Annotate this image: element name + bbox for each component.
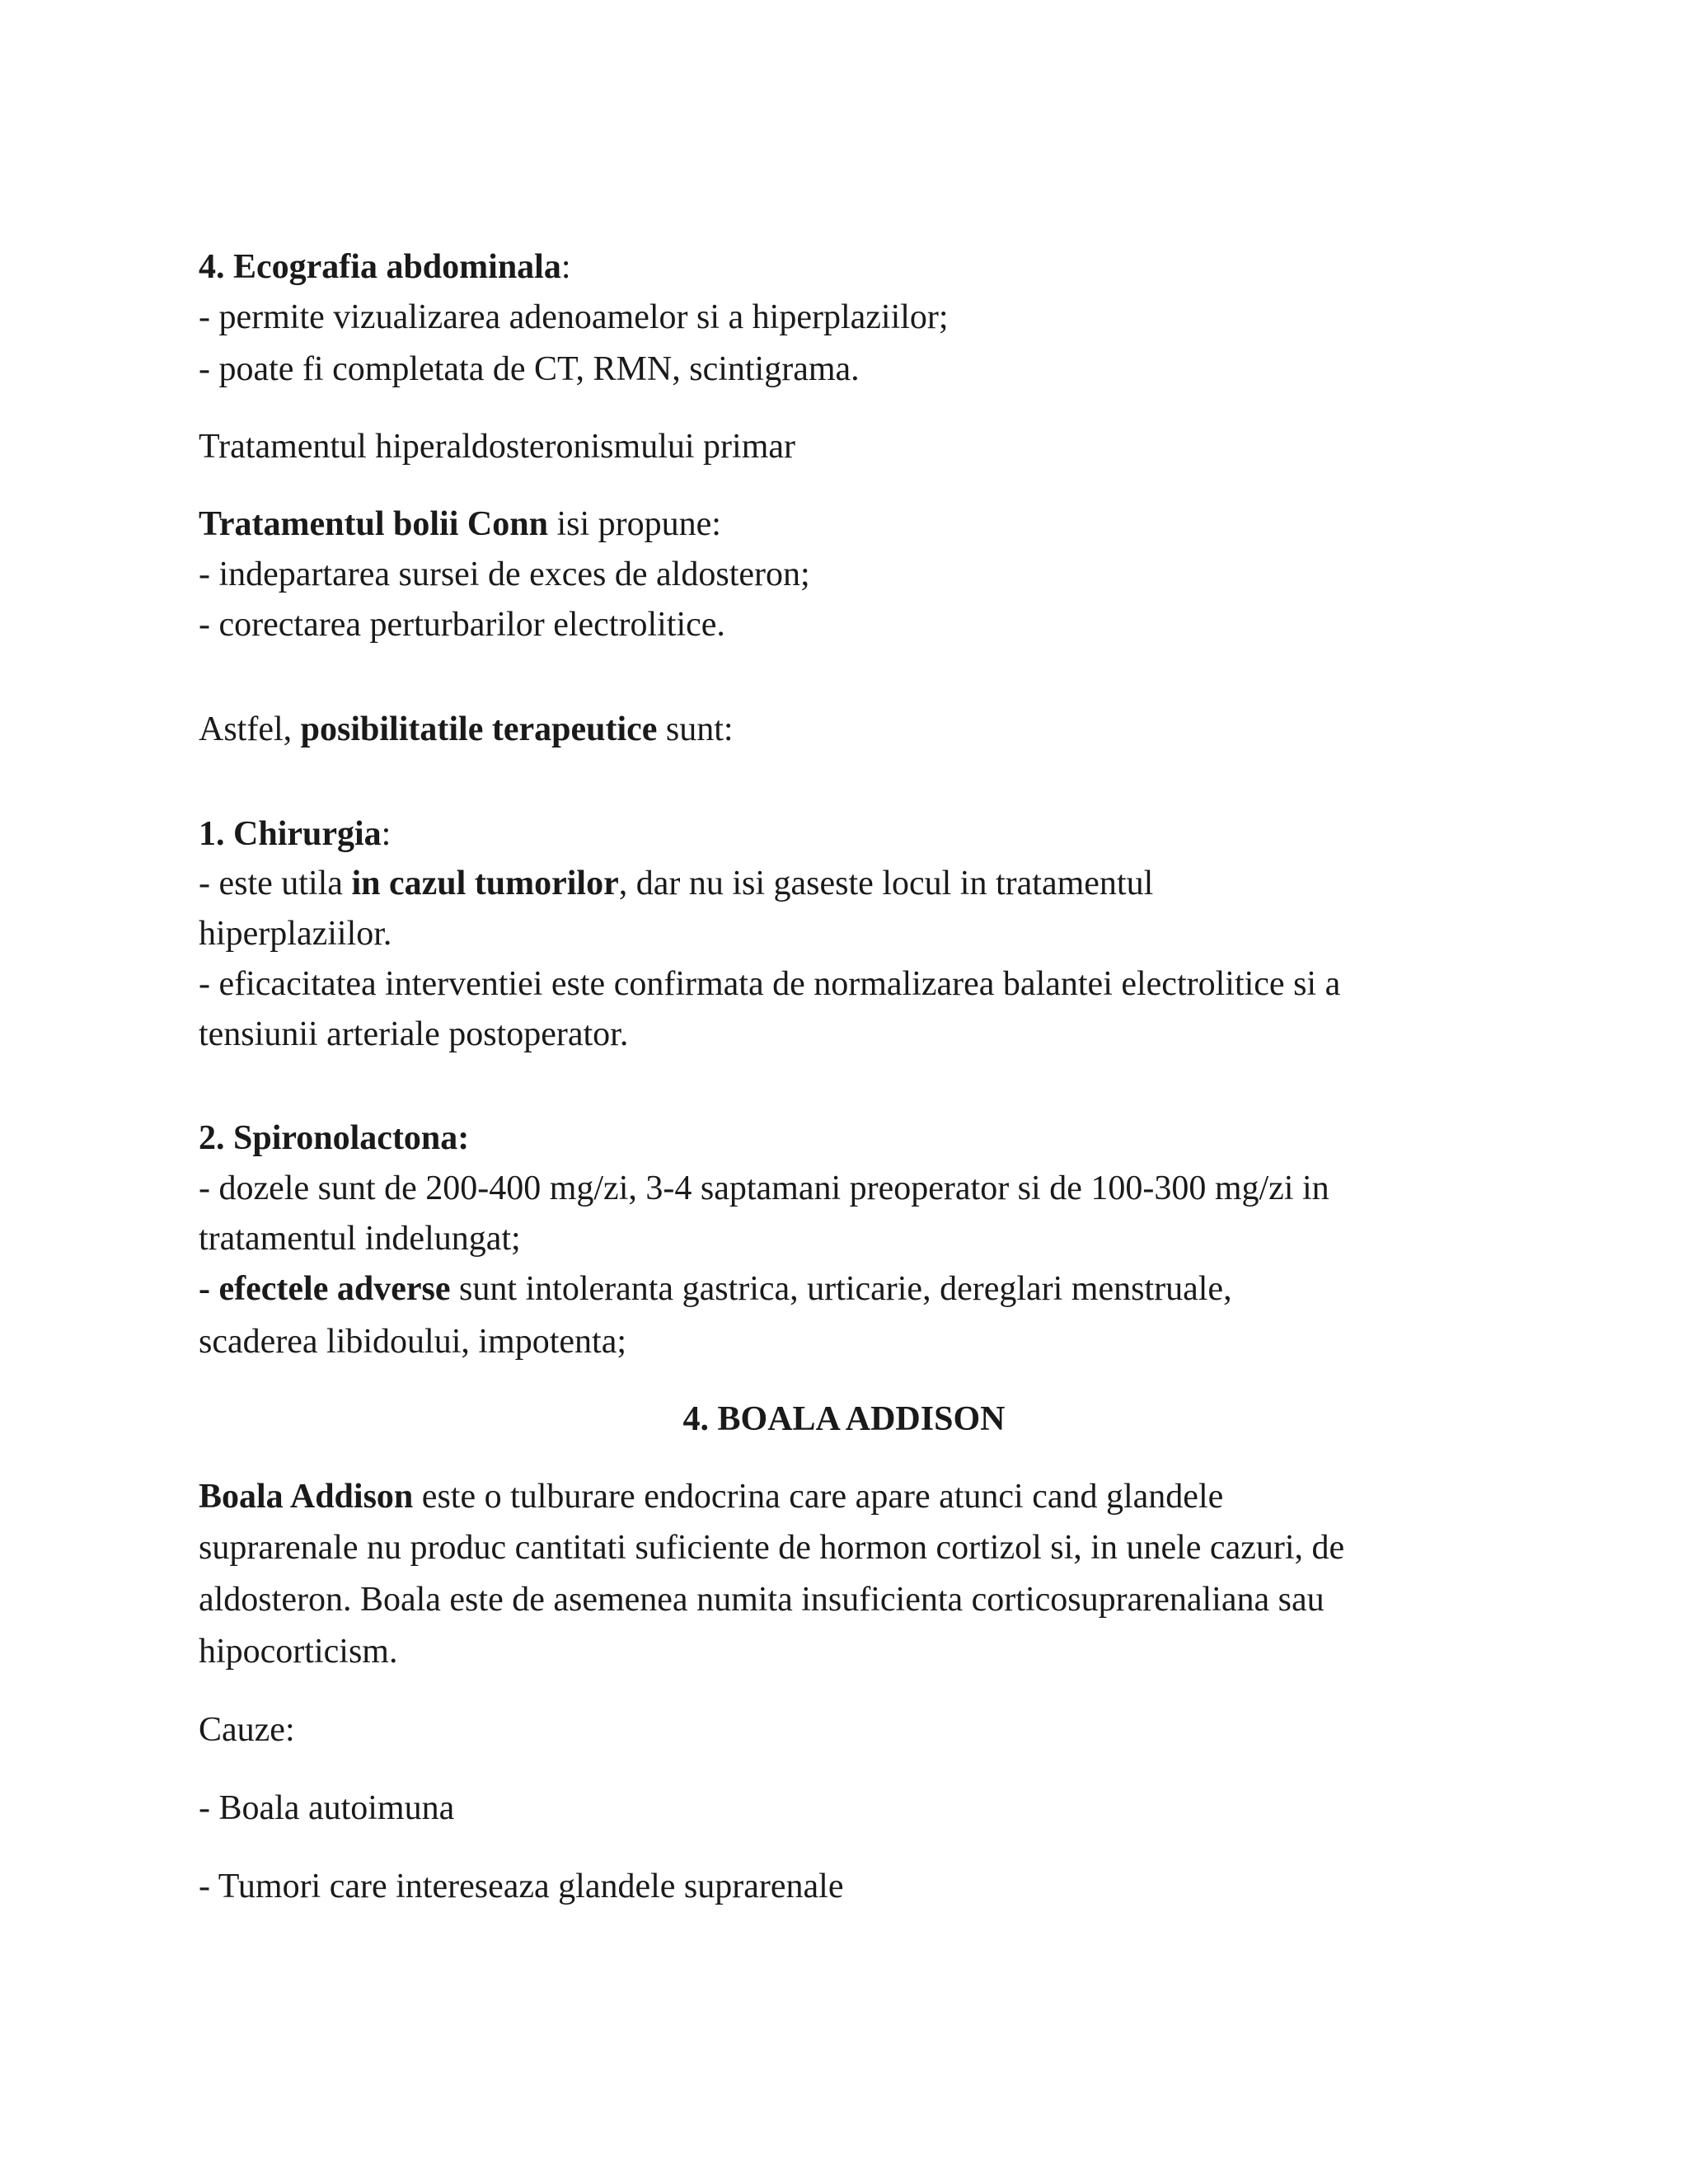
addison-para-line-1-rest: este o tulburare endocrina care apare atunci cand glandele: [413, 1478, 1224, 1516]
spironolactone-line-4: scaderea libidoului, impotenta;: [199, 1323, 627, 1361]
spironolactone-line-3-rest: sunt intoleranta gastrica, urticarie, dereglari menstruale,: [450, 1270, 1232, 1308]
addison-para-line-4: hipocorticism.: [199, 1633, 398, 1671]
list-item: - indepartarea sursei de exces de aldosteron;: [199, 555, 810, 593]
section-heading-ecografia: [199, 244, 571, 290]
list-item: - Tumori care intereseaza glandele suprarenale: [199, 1868, 844, 1905]
spironolactone-line-1: - dozele sunt de 200-400 mg/zi, 3-4 saptamani preoperator si de 100-300 mg/zi in: [199, 1169, 1329, 1207]
surgery-line-1: [199, 860, 1153, 907]
addison-para-bold: Boala Addison: [199, 1478, 414, 1516]
heading-bold: 1. Chirurgia: [199, 815, 382, 853]
addison-title: 4. BOALA ADDISON: [682, 1400, 1006, 1438]
options-intro-bold: posibilitatile terapeutice: [300, 710, 658, 748]
spironolactone-line-3: [199, 1266, 1232, 1312]
conn-lead-rest: isi propune:: [547, 505, 721, 543]
options-intro-before: Astfel,: [199, 710, 301, 748]
surgery-line-4: tensiunii arteriale postoperator.: [199, 1015, 629, 1053]
treatment-title: Tratamentul hiperaldosteronismului primar: [199, 428, 795, 466]
options-intro-after: sunt:: [657, 710, 734, 748]
list-item: - corectarea perturbarilor electrolitice.: [199, 606, 725, 644]
list-item: - Boala autoimuna: [199, 1789, 455, 1827]
causes-label: Cauze:: [199, 1711, 295, 1749]
surgery-line-1-bold: in cazul tumorilor: [351, 865, 619, 902]
heading-colon: :: [381, 815, 392, 853]
list-item: - permite vizualizarea adenoamelor si a hiperplaziilor;: [199, 298, 949, 336]
addison-para-line-3: aldosteron. Boala este de asemenea numita insuficienta corticosuprarenaliana sau: [199, 1581, 1325, 1619]
addison-para-line-2: suprarenale nu produc cantitati suficiente de hormon cortizol si, in unele cazuri, de: [199, 1529, 1345, 1567]
list-item: - poate fi completata de CT, RMN, scintigrama.: [199, 350, 860, 388]
conn-lead: [199, 501, 721, 547]
heading-bold: 4. Ecografia abdominala: [199, 248, 561, 286]
surgery-line-1-after: , dar nu isi gaseste locul in tratamentul: [618, 865, 1154, 902]
spironolactone-line-2: tratamentul indelungat;: [199, 1220, 521, 1258]
options-intro: [199, 706, 734, 752]
conn-lead-bold: Tratamentul bolii Conn: [199, 505, 548, 543]
surgery-line-1-before: - este utila: [199, 865, 352, 902]
section-heading-chirurgia: [199, 811, 391, 857]
spironolactone-line-3-bold: - efectele adverse: [199, 1270, 451, 1308]
surgery-line-2: hiperplaziilor.: [199, 915, 392, 953]
surgery-line-3: - eficacitatea interventiei este confirmata de normalizarea balantei electrolitice si a: [199, 965, 1341, 1003]
section-heading-spironolactona: 2. Spironolactona:: [199, 1119, 470, 1157]
heading-colon: :: [560, 248, 571, 286]
addison-para-line-1: [199, 1474, 1223, 1520]
